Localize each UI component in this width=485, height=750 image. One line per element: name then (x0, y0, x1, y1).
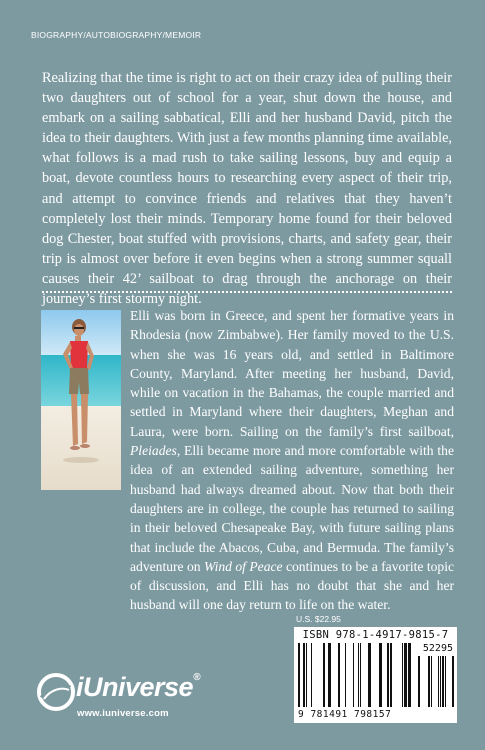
bio-text-3: continues to be a favorite topic of discussion, and Elli has no doubt that she and her husband will one day return to life on the water. (130, 558, 455, 613)
section-divider (42, 291, 452, 293)
bio-text-1: Elli was born in Greece, and spent her formative years in Rhodesia (now Zimbabwe). Her family moved to the U.S. when she was 16 years old, and settled in Baltimore County, Maryland. After meeting her husband, David, while on vacation in the Bahamas, the couple married and settled in Maryland where their daughters, Meghan and Laura, were born. Sailing on the family’s first sailboat, (130, 308, 454, 439)
author-photo (41, 310, 121, 490)
isbn-number: ISBN 978-1-4917-9815-7 (302, 629, 449, 641)
author-bio (130, 306, 454, 615)
price-code: 52295 (422, 643, 453, 654)
barcode-number: 9 781491 798157 (298, 709, 392, 720)
publisher-url: www.iuniverse.com (77, 708, 169, 719)
price-label: U.S. $22.95 (296, 614, 341, 624)
globe-icon (36, 672, 76, 712)
publisher-name: iUniverse® (76, 672, 200, 702)
publisher-logo (36, 672, 216, 724)
genre-label: BIOGRAPHY/AUTOBIOGRAPHY/MEMOIR (31, 30, 202, 40)
back-cover-blurb: Realizing that the time is right to act on their crazy idea of pulling their two daughters out of school for a year, shut down the house, and embark on a sailing sabbatical, Elli and her husband David, pitch the idea to their daughters. With just a few months planning time available, what follows is a mad rush to take sailing lessons, buy and equip a boat, devote countless hours to researching every aspect of their trip, and attempt to convince friends and relatives that they haven’t completely lost their minds. Temporary home found for their beloved dog Chester, boat stuffed with provisions, charts, and safety gear, their trip is almost over before it even begins when a strong summer squall causes their 42’ sailboat to drag through the anchorage on their journey’s first stormy night. (42, 70, 452, 308)
boat-name-wind-of-peace: Wind of Peace (204, 558, 283, 574)
isbn-barcode (294, 627, 457, 723)
bio-text-2: , Elli became more and more comfortable with the idea of an extended sailing adventure, something her husband had always dreamed about. Now that both their daughters are in college, the couple has returned to sailing in their beloved Chesapeake Bay, with future sailing plans that include the Abacos, Cuba, and Bermuda. The family’s adventure on (130, 443, 454, 574)
boat-name-pleiades: Pleiades (130, 443, 177, 459)
